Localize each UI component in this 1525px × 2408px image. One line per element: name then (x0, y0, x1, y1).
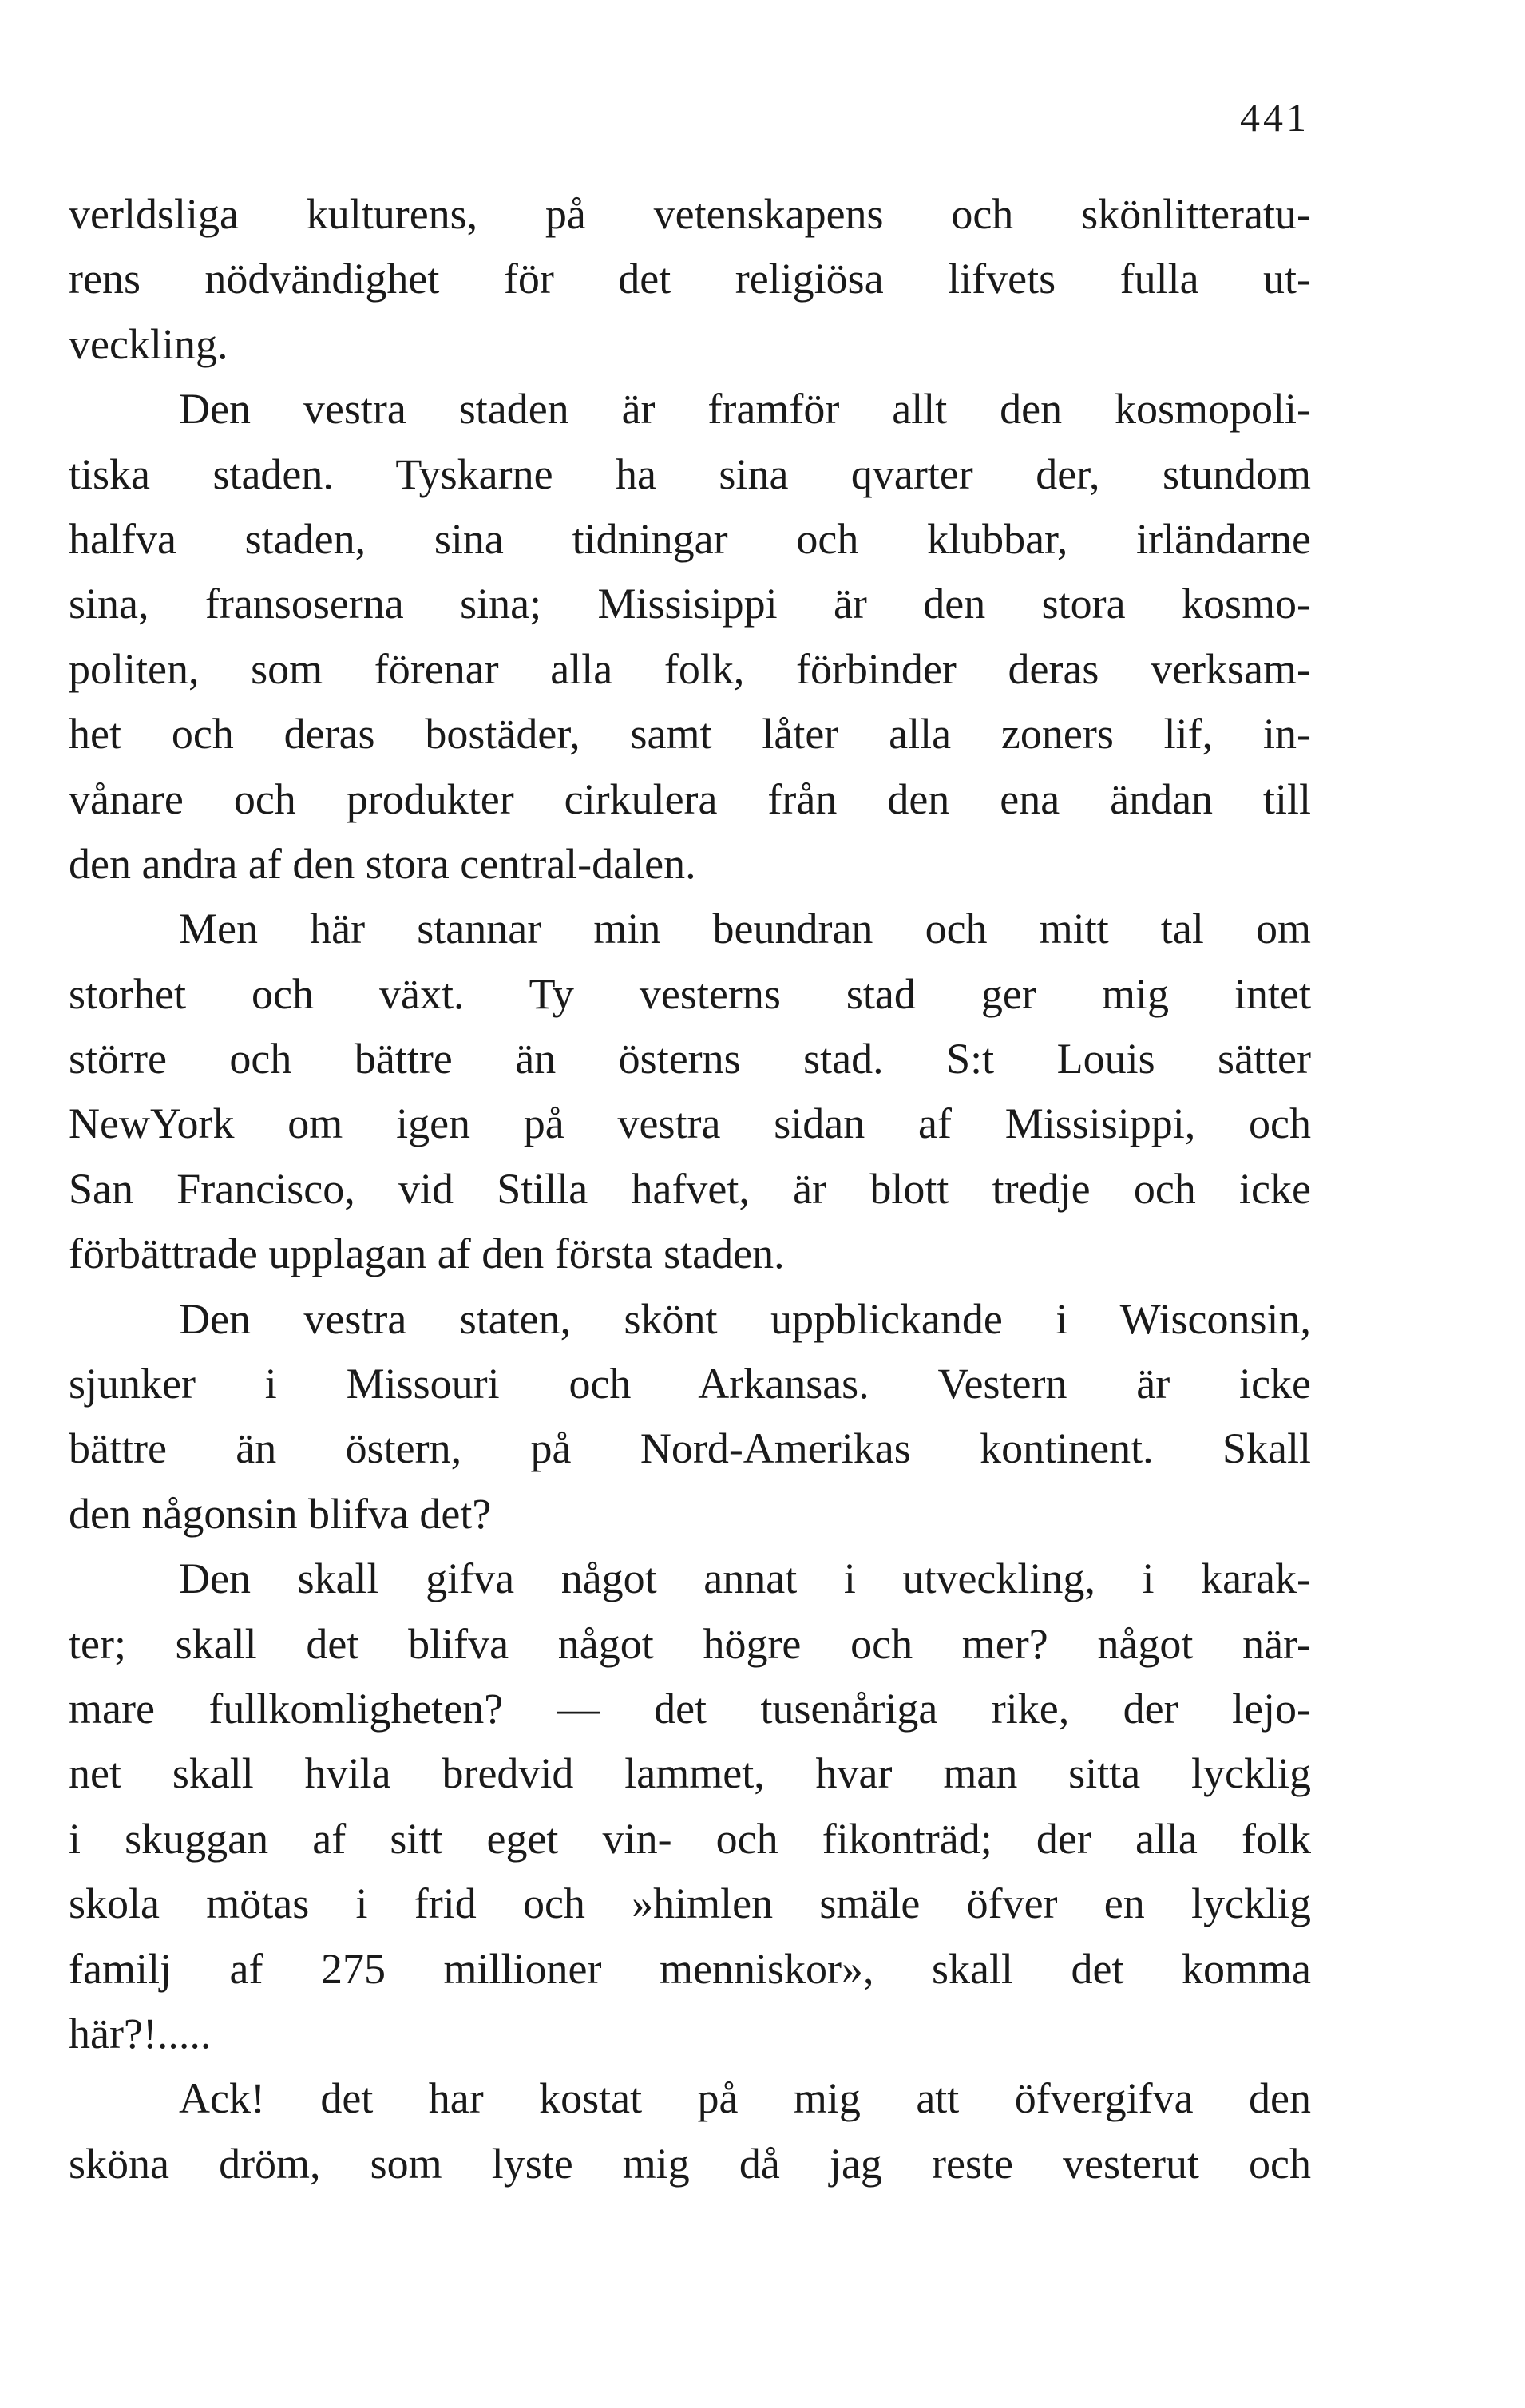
text-line: politen, som förenar alla folk, förbinder deras verksam- (69, 644, 1311, 693)
text-line: het och deras bostäder, samt låter alla zoners lif, in- (69, 710, 1311, 758)
text-line: vånare och produkter cirkulera från den ena ändan till (69, 774, 1311, 823)
text-line: Men här stannar min beundran och mitt tal om (179, 905, 1311, 953)
page-number: 441 (1240, 95, 1309, 140)
text-line: net skall hvila bredvid lammet, hvar man sitta lycklig (69, 1749, 1311, 1798)
text-line: Den vestra staten, skönt uppblickande i Wisconsin, (179, 1294, 1311, 1343)
text-line: familj af 275 millioner menniskor», skall det komma (69, 1944, 1311, 1993)
text-line: Ack! det har kostat på mig att öfvergifva den (179, 2074, 1311, 2123)
text-line: veckling. (69, 319, 228, 368)
text-line: tiska staden. Tyskarne ha sina qvarter der, stundom (69, 450, 1311, 498)
text-line: i skuggan af sitt eget vin- och fikonträd; der alla folk (69, 1814, 1311, 1863)
text-line: Den skall gifva något annat i utveckling, i karak- (179, 1555, 1311, 1603)
text-line: mare fullkomligheten? — det tusenåriga rike, der lejo- (69, 1684, 1311, 1733)
text-line: förbättrade upplagan af den första staden. (69, 1230, 785, 1278)
text-line: San Francisco, vid Stilla hafvet, är blott tredje och icke (69, 1164, 1311, 1213)
text-line: den någonsin blifva det? (69, 1489, 492, 1538)
text-line: ter; skall det blifva något högre och mer? något när- (69, 1619, 1311, 1668)
text-line: halfva staden, sina tidningar och klubbar, irländarne (69, 514, 1311, 563)
text-line: rens nödvändighet för det religiösa lifvets fulla ut- (69, 255, 1311, 303)
text-line: sina, fransoserna sina; Missisippi är den stora kosmo- (69, 580, 1311, 628)
text-line: sjunker i Missouri och Arkansas. Vestern är icke (69, 1360, 1311, 1408)
text-line: bättre än östern, på Nord-Amerikas kontinent. Skall (69, 1424, 1311, 1473)
text-line: Den vestra staden är framför allt den kosmopoli- (179, 385, 1311, 434)
body-text (69, 182, 1311, 2196)
text-line: sköna dröm, som lyste mig då jag reste vesterut och (69, 2139, 1311, 2188)
text-line: den andra af den stora central-dalen. (69, 839, 696, 888)
text-line: större och bättre än österns stad. S:t Louis sätter (69, 1035, 1311, 1083)
text-line: NewYork om igen på vestra sidan af Missisippi, och (69, 1099, 1311, 1148)
text-line: storhet och växt. Ty vesterns stad ger mig intet (69, 969, 1311, 1018)
text-line: skola mötas i frid och »himlen smäle öfver en lycklig (69, 1879, 1311, 1928)
text-line: här?!..... (69, 2009, 212, 2057)
text-line: verldsliga kulturens, på vetenskapens och skönlitteratu- (69, 190, 1311, 238)
